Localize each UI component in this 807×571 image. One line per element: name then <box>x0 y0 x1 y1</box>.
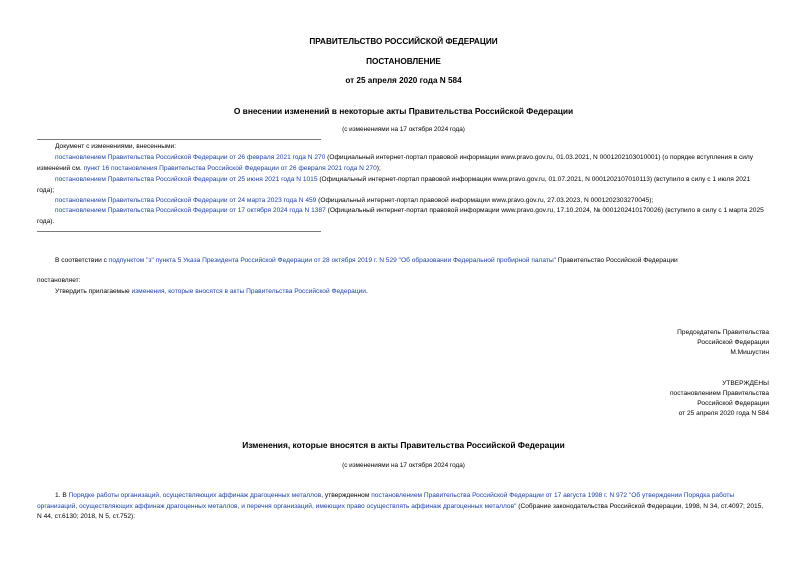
revision-note: (с изменениями на 17 октября 2024 года) <box>342 126 465 133</box>
annex-p1-pre: 1. В <box>55 492 69 499</box>
approved-by: постановлением Правительства <box>669 390 769 397</box>
changes-bottom-divider <box>37 231 321 232</box>
change-link-1[interactable]: постановлением Правительства Российской Федерации от 26 февраля 2021 года N 270 <box>55 154 326 161</box>
approve-pre: Утвердить прилагаемые <box>55 288 132 295</box>
approve-paragraph <box>55 287 767 298</box>
annex-revision: (с изменениями на 17 октября 2024 года) <box>342 462 465 469</box>
change-text-3: (Официальный интернет-портал правовой информации www.pravo.gov.ru, 27.03.2023, N 0001202303270045); <box>316 197 654 204</box>
government-heading: ПРАВИТЕЛЬСТВО РОССИЙСКОЙ ФЕДЕРАЦИИ <box>309 37 498 46</box>
changes-intro: Документ с изменениями, внесенными: <box>55 143 177 150</box>
document-title: О внесении изменений в некоторые акты Правительства Российской Федерации <box>233 106 574 116</box>
change-link-2[interactable]: постановлением Правительства Российской Федерации от 25 июня 2021 года N 1015 <box>55 176 318 183</box>
preamble-link[interactable]: подпунктом "з" пункта 5 Указа Президента Российской Федерации от 28 октября 2019 г. N 529 "Об образовании Федеральной пробирной палаты" <box>108 257 557 264</box>
change-text-4: (Официальный интернет-портал правовой информации www.pravo.gov.ru, 17.10.2024, № 0001202410170026) (вступило в силу с 1 марта 2025 года). <box>37 207 764 225</box>
signature-name: М.Мишустин <box>730 349 769 356</box>
annex-p1-post: (Собрание законодательства Российской Федерации, 1998, N 34, ст.4097; 2015, N 44, ст.6130; 2018, N 5, ст.752): <box>37 502 764 520</box>
change-item-3 <box>37 196 767 207</box>
change-link-3[interactable]: постановлением Правительства Российской Федерации от 24 марта 2023 года N 459 <box>55 197 317 204</box>
approve-post: . <box>365 288 368 295</box>
approved-block <box>670 379 769 419</box>
change-item-2 <box>37 175 767 196</box>
preamble-post: Правительство Российской Федерации <box>556 257 678 264</box>
approved-label: УТВЕРЖДЕНЫ <box>722 380 769 387</box>
annex-title: Изменения, которые вносятся в акты Правительства Российской Федерации <box>242 440 565 450</box>
change-link-4[interactable]: постановлением Правительства Российской Федерации от 17 октября 2024 года N 1387 <box>55 207 326 214</box>
changes-top-divider <box>37 139 321 140</box>
annex-paragraph-1 <box>37 491 768 523</box>
signature-position: Председатель Правительства <box>677 329 769 336</box>
annex-p1-link2[interactable]: постановлением Правительства Российской Федерации от 17 августа 1998 г. N 972 "Об утверждении Порядка работы организаций, осуществляющих аффинаж драгоценных металлов, и перечня организаций, имеющих право осуществлять аффинаж драгоценных металлов" <box>37 492 735 510</box>
preamble-pre: В соответствии с <box>55 257 109 264</box>
approved-date: от 25 апреля 2020 года N 584 <box>678 410 769 417</box>
document-date-number: от 25 апреля 2020 года N 584 <box>345 76 462 85</box>
change-item-4 <box>37 206 767 227</box>
signature-block <box>677 328 769 358</box>
signature-org: Российской Федерации <box>697 339 769 346</box>
annex-p1-link1[interactable]: Порядке работы организаций, осуществляющих аффинаж драгоценных металлов <box>68 492 322 499</box>
preamble <box>55 256 775 267</box>
annex-p1-mid: , утвержденном <box>321 492 372 499</box>
change-link-1b[interactable]: пункт 16 постановления Правительства Российской Федерации от 26 февраля 2021 года N 270 <box>83 164 377 172</box>
change-text-2: (Официальный интернет-портал правовой информации www.pravo.gov.ru, 01.07.2021, N 0001202107010113) (вступило в силу с 1 июля 2021 года); <box>37 176 751 194</box>
change-item-1 <box>37 153 767 174</box>
approved-org: Российской Федерации <box>697 400 769 407</box>
document-type: ПОСТАНОВЛЕНИЕ <box>366 57 441 66</box>
change-text-1: (Официальный интернет-портал правовой информации www.pravo.gov.ru, 01.03.2021, N 0001202103010001) (о порядке вступления в силу изменений см. <box>37 154 754 172</box>
decides-text: постановляет: <box>37 277 81 284</box>
change-text-1b: ); <box>376 164 381 172</box>
approve-link[interactable]: изменения, которые вносятся в акты Правительства Российской Федерации <box>131 288 366 295</box>
